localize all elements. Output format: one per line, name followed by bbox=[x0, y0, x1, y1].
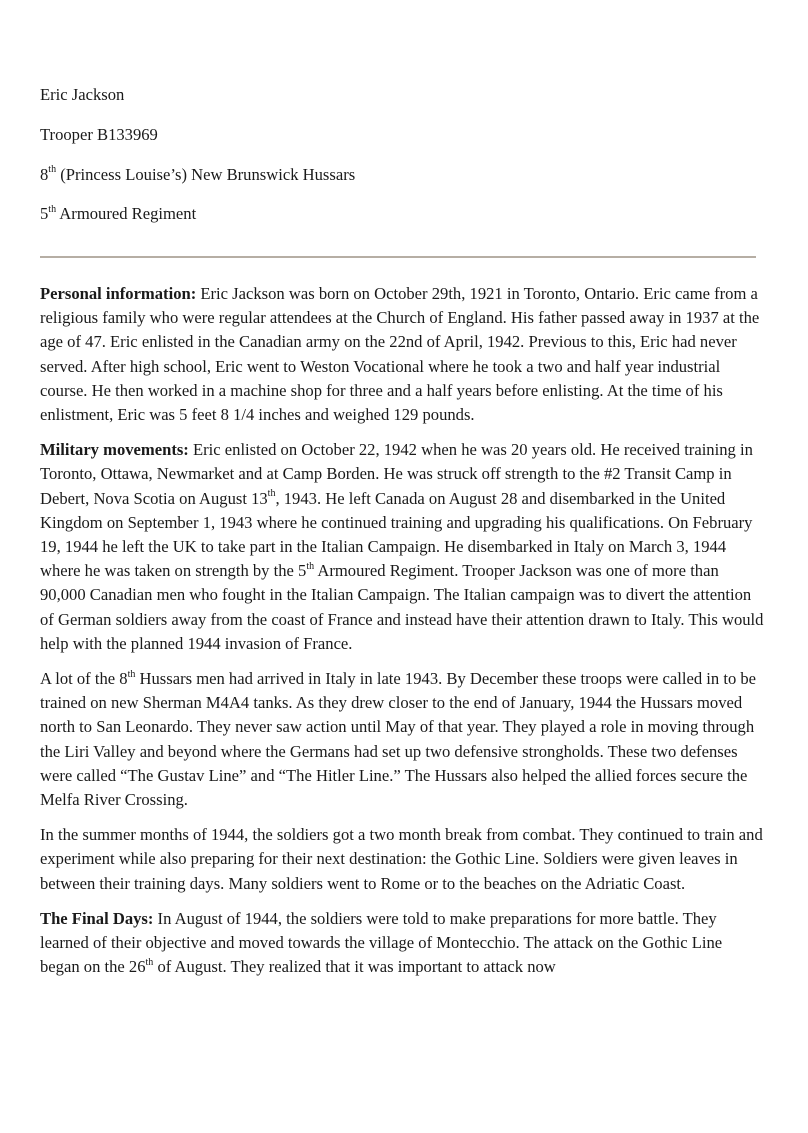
personal-information-label: Personal information: bbox=[40, 284, 197, 303]
final-days-label: The Final Days: bbox=[40, 908, 154, 928]
personal-information-paragraph bbox=[40, 282, 764, 427]
personal-information-text: Eric Jackson was born on October 29th, 1921 in Toronto, Ontario. Eric came from a religious family who were regular attendees at the Church of England. His father passed away in 1937 at the age of 47. Eric enlisted in the Canadian army on the 22nd of April, 1942. Previous to this, Eric had never served. After high school, Eric went to Weston Vocational where he took a two and half year industrial course. He then worked in a machine shop for three and a half years before enlisting. At the time of his enlistment, Eric was 5 feet 8 1/4 inches and weighed 129 pounds. bbox=[40, 284, 760, 425]
regiment-name bbox=[40, 202, 760, 226]
regiment-rest: Armoured Regiment bbox=[56, 204, 197, 224]
soldier-name: Eric Jackson bbox=[40, 85, 125, 104]
hussars-paragraph: A lot of the 8th Hussars men had arrived in Italy in late 1943. By December these troops were called in to be trained on new Sherman M4A4 tanks. As they drew closer to the end of January, 1944 the Hussars moved north to San Leonardo. They never saw action until May of that year. They played a role in moving through the Liri Valley and beyond where the Germans had set up two defensive strongholds. These two defenses were called “The Gustav Line” and “The Hitler Line.” The Hussars also helped the allied forces secure the Melfa River Crossing. bbox=[40, 668, 757, 810]
unit-ordinal-suffix: th bbox=[48, 164, 57, 176]
regiment-ordinal: 5 bbox=[40, 204, 49, 224]
unit-rest: (Princess Louise’s) New Brunswick Hussars bbox=[56, 164, 356, 184]
military-movements-paragraph: Military movements: Eric enlisted on October 22, 1942 when he was 20 years old. He received training in Toronto, Ottawa, Newmarket and at Camp Borden. He was struck off strength to the #2 Transit Camp in Debert, Nova Scotia on August 13th, 1943. He left Canada on August 28 and disembarked in the United Kingdom on September 1, 1943 where he continued training and upgrading his qualifications. On February 19, 1944 he left the UK to take part in the Italian Campaign. He disembarked in Italy on March 3, 1944 where he was taken on strength by the 5th Armoured Regiment. Trooper Jackson was one of more than 90,000 Canadian men who fought in the Italian Campaign. The Italian campaign was to divert the attention of German soldiers away from the coast of France and instead have their attention drawn to Italy. This would help with the planned 1944 invasion of France. bbox=[40, 440, 764, 653]
header-block bbox=[40, 83, 760, 242]
unit-ordinal: 8 bbox=[40, 164, 49, 184]
regiment-ordinal-suffix: th bbox=[48, 203, 57, 215]
unit-name bbox=[40, 163, 760, 187]
military-movements-label: Military movements: bbox=[40, 440, 189, 460]
final-days-paragraph: The Final Days: In August of 1944, the soldiers were told to make preparations for more battle. They learned of their objective and moved towards the village of Montecchio. The attack on the Gothic Line began on the 26th of August. They realized that it was important to attack now bbox=[40, 908, 723, 977]
service-number: Trooper B133969 bbox=[40, 124, 158, 144]
divider-line bbox=[40, 256, 756, 258]
biography-body bbox=[40, 282, 764, 990]
summer-paragraph: In the summer months of 1944, the soldiers got a two month break from combat. They continued to train and experiment while also preparing for their next destination: the Gothic Line. Soldiers were given leaves in between their training days. Many soldiers went to Rome or to the beaches on the Adriatic Coast. bbox=[40, 825, 763, 893]
